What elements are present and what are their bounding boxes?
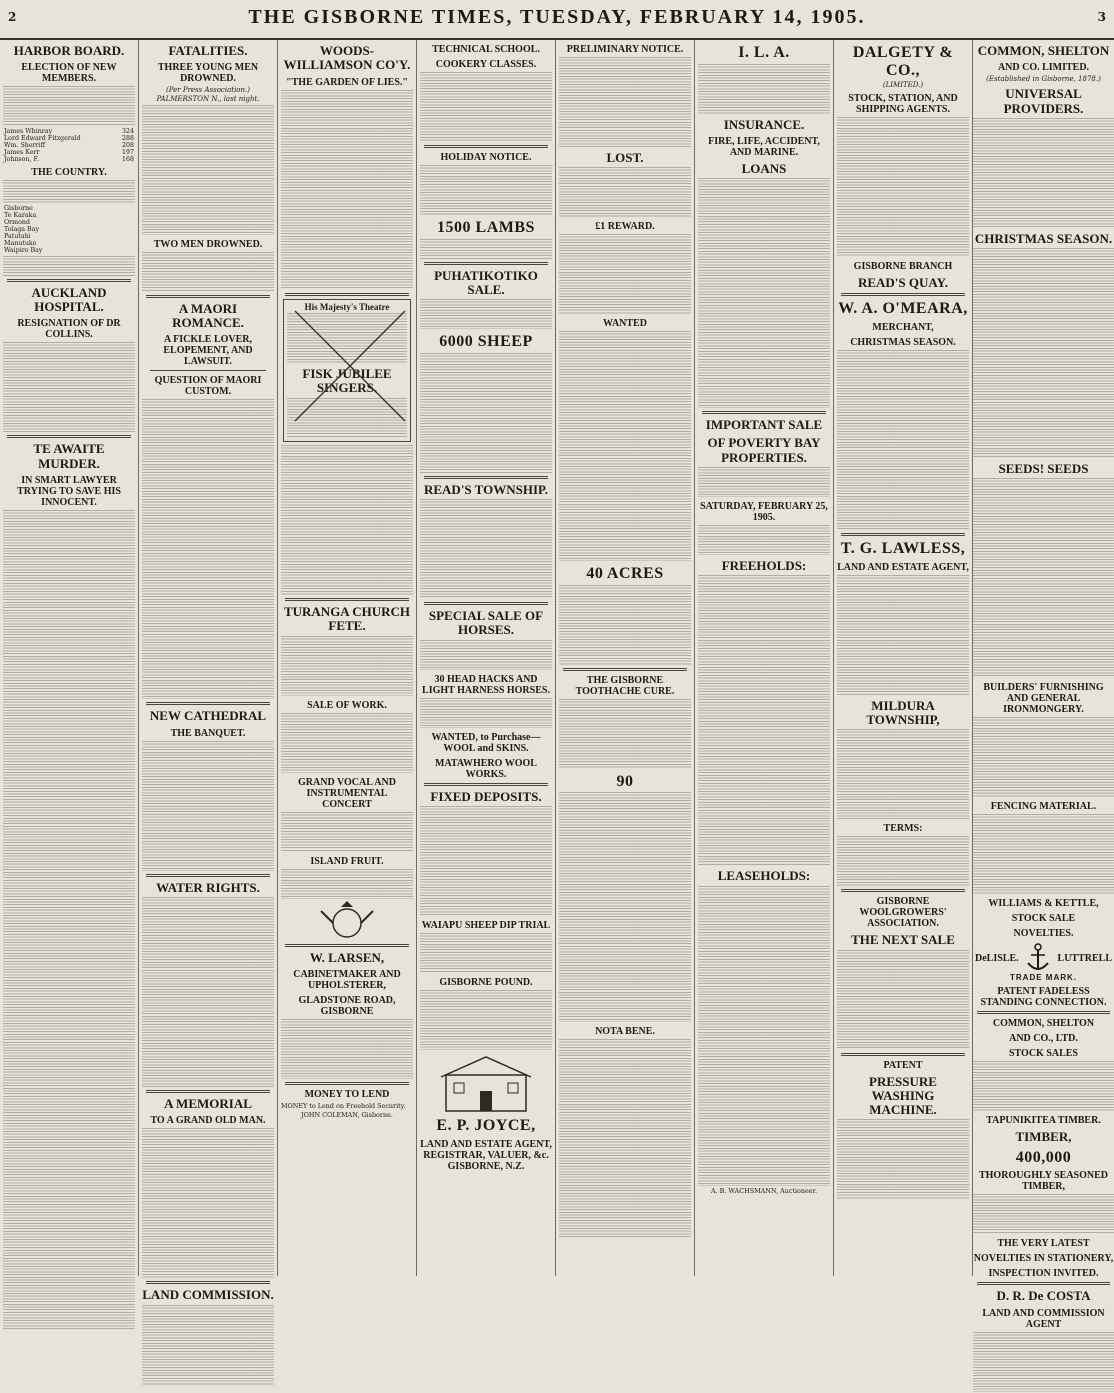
waiapu-heading: WAIAPU SHEEP DIP TRIAL bbox=[421, 919, 551, 931]
patent: PATENT bbox=[883, 1059, 923, 1071]
column-2 bbox=[139, 40, 278, 1303]
larsen-address: GLADSTONE ROAD, GISBORNE bbox=[298, 995, 396, 1018]
masthead bbox=[0, 0, 1114, 40]
universal-providers: UNIVERSAL PROVIDERS. bbox=[1003, 86, 1084, 116]
two-men-heading: TWO MEN DROWNED. bbox=[153, 238, 263, 250]
wanted-wool: WANTED, to Purchase—WOOL and SKINS. bbox=[431, 731, 541, 754]
table-row: Ormond bbox=[4, 219, 31, 227]
forty-acres: 40 ACRES bbox=[586, 565, 664, 583]
column-4 bbox=[417, 40, 556, 1276]
table-row: Wm. Sherriff 208 bbox=[4, 141, 134, 149]
harbor-heading: HARBOR BOARD. bbox=[13, 43, 125, 58]
prelim-heading: PRELIMINARY NOTICE. bbox=[566, 44, 684, 55]
page-number-right: 3 bbox=[1097, 10, 1106, 24]
very-latest: THE VERY LATEST bbox=[997, 1238, 1090, 1250]
next-sale: THE NEXT SALE bbox=[851, 932, 955, 948]
mataweero: MATAWHERO WOOL WORKS. bbox=[435, 757, 537, 780]
hospital-sub: RESIGNATION OF DR COLLINS. bbox=[17, 318, 121, 341]
table-row: James Kerr 197 bbox=[4, 148, 134, 156]
wanted-heading: WANTED bbox=[603, 318, 647, 330]
poverty-bay: OF POVERTY BAY PROPERTIES. bbox=[707, 435, 821, 465]
hospital-heading: AUCKLAND HOSPITAL. bbox=[31, 284, 107, 315]
jubilee-heading: FISK JUBILEE SINGERS. bbox=[302, 366, 392, 396]
table-row: Tolaga Bay bbox=[4, 226, 39, 234]
reads-quay: READ'S QUAY. bbox=[857, 275, 949, 291]
table-row: Lord Edward Fitzgerald 288 bbox=[4, 134, 134, 142]
reads-heading: READ'S TOWNSHIP. bbox=[423, 481, 549, 497]
column-7 bbox=[834, 40, 973, 1276]
patent-fence: PATENT FADELESS STANDING CONNECTION. bbox=[980, 986, 1107, 1009]
important-sale: IMPORTANT SALE bbox=[705, 417, 823, 433]
jubilee-ad bbox=[283, 299, 411, 443]
newspaper-title: THE GISBORNE TIMES, TUESDAY, FEBRUARY 14, 1905. bbox=[248, 6, 866, 28]
dalgety-sub: STOCK, STATION, AND SHIPPING AGENTS. bbox=[848, 93, 958, 116]
coleman-line: JOHN COLEMAN, Gisborne. bbox=[301, 1110, 393, 1119]
omeara-trade: MERCHANT, bbox=[872, 322, 934, 334]
mildura: MILDURA TOWNSHIP, bbox=[866, 697, 940, 727]
joyce-name: E. P. JOYCE, bbox=[436, 1116, 536, 1134]
majesty-heading: His Majesty's Theatre bbox=[304, 301, 390, 312]
freeholds: FREEHOLDS: bbox=[721, 558, 807, 574]
four-hundred: 400,000 bbox=[1015, 1148, 1072, 1166]
larsen-name: W. LARSEN, bbox=[309, 949, 385, 965]
novelties: NOVELTIES. bbox=[1013, 928, 1074, 940]
column-3 bbox=[278, 40, 417, 1276]
table-row: Waipiro Bay bbox=[4, 247, 43, 255]
table-row: Manutuke bbox=[4, 240, 37, 248]
trademark: TRADE MARK. bbox=[1010, 973, 1077, 983]
district-table bbox=[3, 205, 135, 254]
insurance-lines: FIRE, LIFE, ACCIDENT, AND MARINE. bbox=[708, 135, 820, 158]
turanga-heading: TURANGA CHURCH FETE. bbox=[283, 604, 411, 634]
omeara-sub: CHRISTMAS SEASON. bbox=[850, 337, 956, 349]
column-8 bbox=[973, 40, 1114, 1330]
fencing-heading: FENCING MATERIAL. bbox=[990, 801, 1097, 813]
maori-question: QUESTION OF MAORI CUSTOM. bbox=[154, 375, 262, 398]
place-line: PALMERSTON N., last night. bbox=[156, 95, 260, 104]
builders-heading: BUILDERS' FURNISHING AND GENERAL IRONMONGERY. bbox=[983, 682, 1104, 716]
ww-heading: WOODS-WILLIAMSON CO'Y. bbox=[283, 43, 411, 73]
page-number-left: 2 bbox=[8, 10, 17, 24]
country-heading: THE COUNTRY. bbox=[31, 166, 107, 178]
cs-christmas: CHRISTMAS SEASON. bbox=[974, 230, 1113, 246]
memorial-heading: A MEMORIAL bbox=[164, 1095, 252, 1111]
cathedral-heading: NEW CATHEDRAL bbox=[149, 708, 267, 724]
delisle: DeLISLE. bbox=[975, 952, 1019, 964]
memorial-sub: TO A GRAND OLD MAN. bbox=[150, 1115, 266, 1127]
fatalities-sub: THREE YOUNG MEN DROWNED. bbox=[157, 62, 259, 85]
election-heading: ELECTION OF NEW MEMBERS. bbox=[21, 62, 117, 85]
island-fruit: ISLAND FRUIT. bbox=[310, 855, 384, 867]
sale-date: SATURDAY, FEBRUARY 25, 1905. bbox=[700, 501, 828, 524]
crest-icon bbox=[281, 901, 413, 941]
pressure-machine: PRESSURE WASHING MACHINE. bbox=[869, 1073, 937, 1118]
gisborne-branch: GISBORNE BRANCH bbox=[853, 261, 953, 273]
fatalities-heading: FATALITIES. bbox=[168, 43, 248, 58]
table-row: Te Karaka bbox=[4, 212, 37, 220]
tapunikitea: TAPUNIKITEA TIMBER. bbox=[986, 1115, 1101, 1127]
cs-sub: (Established in Gisborne, 1878.) bbox=[986, 75, 1101, 84]
pound-heading: GISBORNE POUND. bbox=[439, 976, 533, 988]
seasoned: THOROUGHLY SEASONED TIMBER, bbox=[978, 1170, 1108, 1193]
seeds-heading: SEEDS! SEEDS bbox=[998, 461, 1089, 477]
woolgrowers: GISBORNE WOOLGROWERS' ASSOCIATION. bbox=[859, 896, 947, 930]
ninety-heading: 90 bbox=[616, 772, 634, 790]
larsen-trade: CABINETMAKER AND UPHOLSTERER, bbox=[293, 969, 401, 992]
table-row: Patutahi bbox=[4, 233, 31, 241]
fixed-deposits: FIXED DEPOSITS. bbox=[430, 788, 542, 804]
puhatikotiko-heading: PUHATIKOTIKO SALE. bbox=[434, 267, 538, 297]
poll-table bbox=[3, 128, 135, 163]
cs-heading: COMMON, SHELTON bbox=[977, 43, 1110, 58]
inspection: INSPECTION INVITED. bbox=[988, 1268, 1099, 1280]
column-1 bbox=[0, 40, 139, 1276]
leaseholds: LEASEHOLDS: bbox=[717, 868, 811, 884]
dalgety-limited: (LIMITED.) bbox=[882, 81, 924, 90]
luttrell: LUTTRELL bbox=[1057, 952, 1112, 964]
cs2b: AND CO., LTD. bbox=[1009, 1033, 1078, 1045]
wachsmann: A. B. WACHSMANN, Auctioneer. bbox=[711, 1187, 817, 1196]
lambs-heading: 1500 LAMBS bbox=[437, 219, 535, 236]
table-row: James Whinray 324 bbox=[4, 127, 134, 135]
lawless-sub: LAND AND ESTATE AGENT, bbox=[837, 561, 969, 573]
waite-heading: TE AWAITE MURDER. bbox=[33, 441, 105, 471]
lost-heading: LOST. bbox=[606, 150, 644, 165]
building-icon bbox=[420, 1053, 552, 1113]
holiday-heading: HOLIDAY NOTICE. bbox=[440, 152, 532, 163]
stock-sale: STOCK SALE bbox=[1011, 913, 1076, 925]
costa-name: D. R. De COSTA bbox=[996, 1288, 1091, 1304]
williams-again: WILLIAMS & KETTLE, bbox=[988, 898, 1099, 910]
money-heading: MONEY TO LEND bbox=[304, 1089, 390, 1101]
land-heading: LAND COMMISSION. bbox=[142, 1287, 274, 1303]
ww-sub: "THE GARDEN OF LIES." bbox=[286, 76, 408, 88]
delisle-luttrell bbox=[975, 943, 1112, 973]
cs2: COMMON, SHELTON bbox=[992, 1018, 1095, 1030]
sale-of-work: SALE OF WORK. bbox=[307, 699, 387, 711]
novelties-in: NOVELTIES IN STATIONERY, bbox=[973, 1253, 1114, 1265]
column-5 bbox=[556, 40, 695, 1276]
nota-bene: NOTA BENE. bbox=[595, 1026, 655, 1038]
dalgety-heading: DALGETY & CO., bbox=[852, 44, 954, 79]
lawless-name: T. G. LAWLESS, bbox=[840, 540, 966, 558]
water-heading: WATER RIGHTS. bbox=[156, 879, 260, 895]
tech-sub: COOKERY CLASSES. bbox=[435, 59, 537, 70]
terms: TERMS: bbox=[883, 823, 923, 835]
costa-sub: LAND AND COMMISSION AGENT bbox=[982, 1307, 1105, 1330]
table-row: Johnson, F. 168 bbox=[4, 155, 134, 163]
table-row: Gisborne bbox=[4, 205, 33, 213]
insurance-heading: INSURANCE. bbox=[723, 116, 805, 132]
cathedral-sub: THE BANQUET. bbox=[170, 727, 246, 739]
press-line: (Per Press Association.) bbox=[166, 86, 250, 95]
toothache-heading: THE GISBORNE TOOTHACHE CURE. bbox=[575, 674, 675, 697]
grand-concert: GRAND VOCAL AND INSTRUMENTAL CONCERT bbox=[298, 776, 396, 810]
tech-heading: TECHNICAL SCHOOL. bbox=[432, 44, 540, 55]
sheep-heading: 6000 SHEEP bbox=[439, 333, 533, 351]
timber: TIMBER, bbox=[1015, 1129, 1072, 1145]
cs-stock-sales: STOCK SALES bbox=[1008, 1048, 1078, 1060]
thirty-head: 30 HEAD HACKS AND LIGHT HARNESS HORSES. bbox=[422, 673, 550, 696]
joyce-trade: LAND AND ESTATE AGENT, REGISTRAR, VALUER, &c. GISBORNE, N.Z. bbox=[420, 1138, 552, 1172]
cross-out-mark bbox=[290, 306, 410, 426]
maori-heading: A MAORI ROMANCE. bbox=[172, 300, 244, 331]
reward-heading: £1 REWARD. bbox=[595, 221, 655, 233]
loans-heading: LOANS bbox=[741, 160, 787, 176]
maori-sub: A FICKLE LOVER, ELOPEMENT, AND LAWSUIT. bbox=[163, 334, 253, 368]
horses-heading: SPECIAL SALE OF HORSES. bbox=[428, 608, 544, 638]
cs-and: AND CO. LIMITED. bbox=[997, 62, 1090, 74]
waite-sub: IN SMART LAWYER TRYING TO SAVE HIS INNOCENT. bbox=[17, 474, 121, 508]
ila-heading: I. L. A. bbox=[738, 44, 790, 61]
anchor-icon bbox=[1025, 943, 1051, 973]
mortgage-line: MONEY to Lend on Freehold Security. bbox=[281, 1102, 406, 1111]
omeara-name: W. A. O'MEARA, bbox=[838, 300, 968, 318]
column-6 bbox=[695, 40, 834, 1276]
columns bbox=[0, 40, 1114, 1330]
